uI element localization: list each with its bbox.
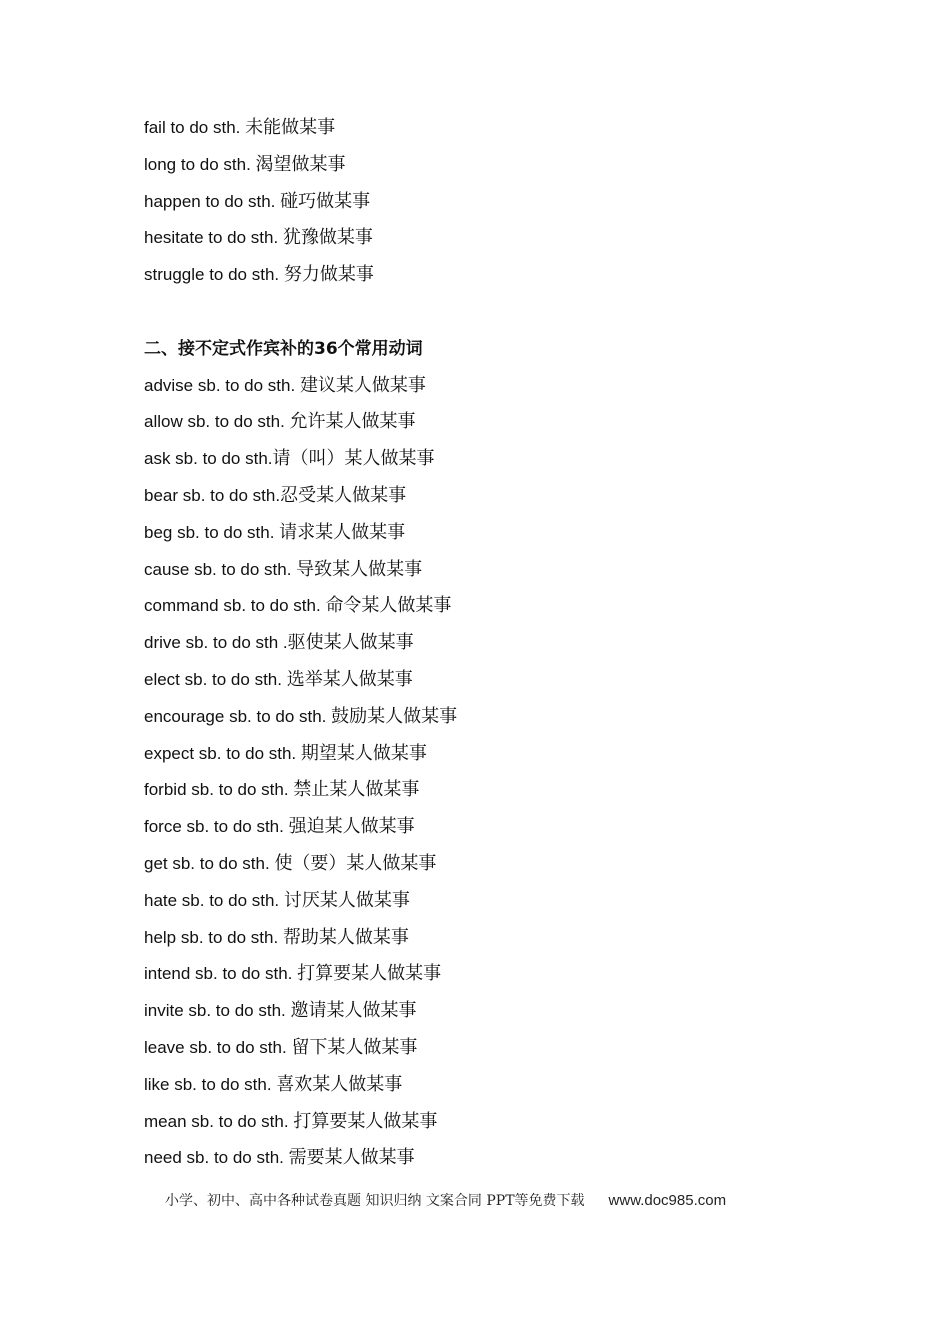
document-body [144,110,844,1177]
phrase-line [144,736,844,773]
phrase-line [144,184,844,221]
phrase-list-section1 [144,110,844,294]
phrase-en: cause sb. to do sth. [144,559,292,579]
phrase-en: hate sb. to do sth. [144,890,280,910]
phrase-en: need sb. to do sth. [144,1148,284,1168]
phrase-line [144,441,844,478]
phrase-en: happen to do sth. [144,191,276,211]
phrase-line [144,404,844,441]
phrase-cn: 需要某人做某事 [288,1147,415,1169]
phrase-en: beg sb. to do sth. [144,522,275,542]
phrase-line [144,699,844,736]
phrase-cn: 强迫某人做某事 [288,816,415,838]
phrase-cn: 建议某人做某事 [299,374,426,396]
phrase-cn: 鼓励某人做某事 [331,705,458,727]
phrase-cn: 讨厌某人做某事 [283,889,410,911]
phrase-en: struggle to do sth. [144,265,280,285]
phrase-cn: 请求某人做某事 [279,521,406,543]
phrase-cn: 选举某人做某事 [286,668,413,690]
phrase-cn: 喜欢某人做某事 [276,1073,403,1095]
phrase-cn: 禁止某人做某事 [293,779,420,801]
phrase-cn: 命令某人做某事 [325,595,452,617]
phrase-line [144,956,844,993]
phrase-cn: 留下某人做某事 [291,1036,418,1058]
phrase-en: help sb. to do sth. [144,927,279,947]
phrase-line [144,809,844,846]
phrase-en: forbid sb. to do sth. [144,780,289,800]
phrase-cn: 犹豫做某事 [282,227,373,249]
phrase-en: invite sb. to do sth. [144,1001,286,1021]
phrase-en: expect sb. to do sth. [144,743,297,763]
phrase-cn: 未能做某事 [245,117,336,138]
phrase-cn: 打算要某人做某事 [297,963,442,985]
phrase-cn: 驱使某人做某事 [287,632,414,654]
phrase-en: allow sb. to do sth. [144,412,285,432]
phrase-en: command sb. to do sth. [144,596,321,616]
phrase-en: advise sb. to do sth. [144,375,296,395]
phrase-line [144,1067,844,1104]
section-heading: 二、接不定式作宾补的36个常用动词 [144,338,423,359]
phrase-line [144,110,844,147]
phrase-line [144,220,844,257]
phrase-line [144,920,844,957]
phrase-en: force sb. to do sth. [144,817,284,837]
phrase-cn: 打算要某人做某事 [293,1110,438,1132]
phrase-en: leave sb. to do sth. [144,1037,287,1057]
phrase-line [144,368,844,405]
phrase-cn: 碰巧做某事 [280,190,371,212]
phrase-cn: 渴望做某事 [255,153,346,175]
phrase-en: fail to do sth. [144,118,241,137]
phrase-cn: 期望某人做某事 [300,742,427,764]
phrase-line [144,772,844,809]
phrase-en: hesitate to do sth. [144,228,279,248]
phrase-list-section2 [144,368,844,1178]
phrase-cn: 使（要）某人做某事 [274,852,437,874]
phrase-line [144,1030,844,1067]
phrase-en: bear sb. to do sth. [144,485,281,505]
phrase-en: drive sb. to do sth . [144,633,288,653]
phrase-en: ask sb. to do sth. [144,449,273,469]
phrase-en: like sb. to do sth. [144,1074,272,1094]
phrase-cn: 允许某人做某事 [289,411,416,433]
phrase-line [144,1104,844,1141]
phrase-cn: 努力做某事 [283,264,374,286]
section-spacer [144,294,844,331]
footer-text: 小学、初中、高中各种试卷真题 知识归纳 文案合同 PPT等免费下载 [165,1193,585,1209]
phrase-line [144,625,844,662]
phrase-cn: 帮助某人做某事 [282,926,409,948]
phrase-line [144,588,844,625]
phrase-en: encourage sb. to do sth. [144,706,327,726]
phrase-line [144,846,844,883]
phrase-cn: 导致某人做某事 [296,558,423,580]
phrase-en: mean sb. to do sth. [144,1111,289,1131]
phrase-en: elect sb. to do sth. [144,669,282,689]
phrase-line [144,993,844,1030]
phrase-en: intend sb. to do sth. [144,964,293,984]
phrase-line [144,257,844,294]
phrase-line [144,1140,844,1177]
phrase-cn: 邀请某人做某事 [290,1000,417,1022]
phrase-cn: 忍受某人做某事 [280,484,407,506]
page-footer [165,1188,865,1213]
phrase-line [144,662,844,699]
phrase-line [144,478,844,515]
phrase-line [144,552,844,589]
phrase-line [144,883,844,920]
phrase-cn: 请（叫）某人做某事 [272,448,435,470]
footer-url: www.doc985.com [608,1192,727,1209]
phrase-en: get sb. to do sth. [144,853,270,873]
phrase-line [144,515,844,552]
phrase-en: long to do sth. [144,154,251,174]
phrase-line [144,147,844,184]
